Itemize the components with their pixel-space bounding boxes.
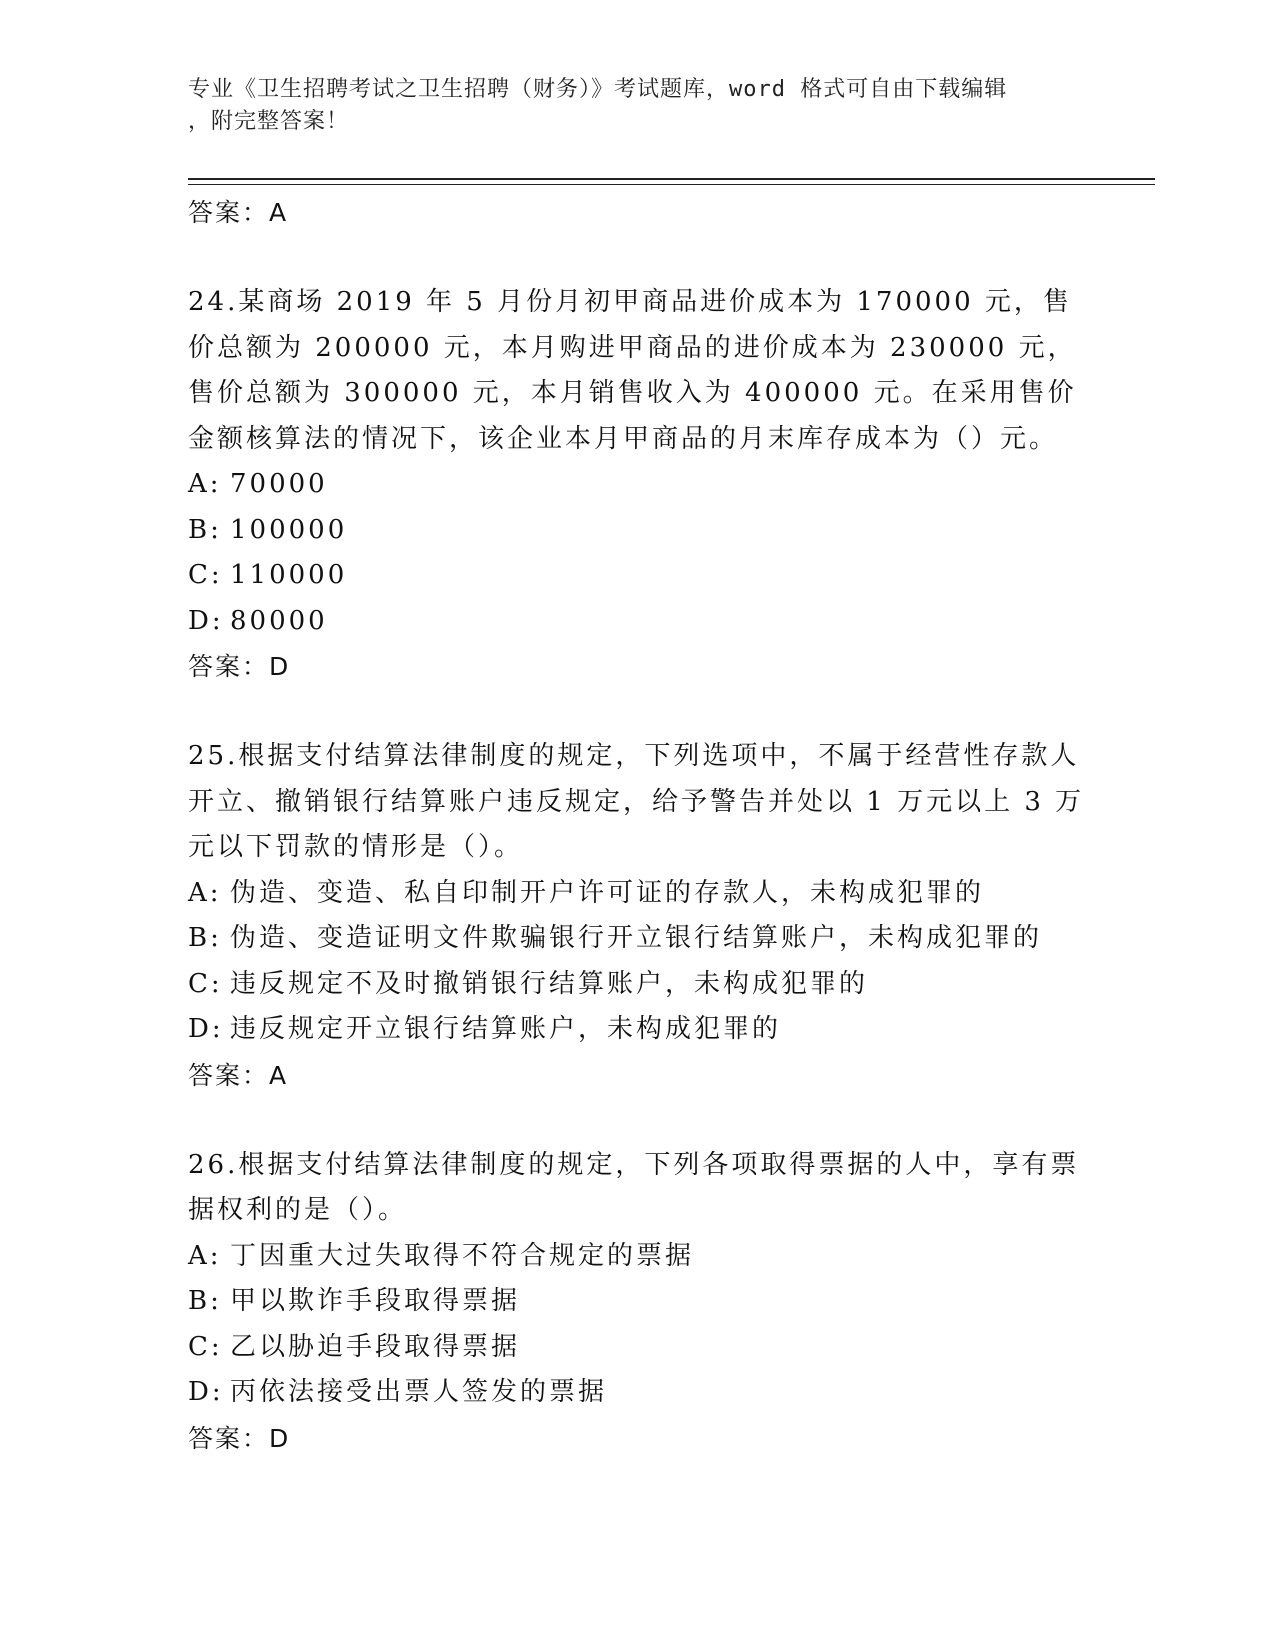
option-text: 伪造、变造证明文件欺骗银行开立银行结算账户，未构成犯罪的 xyxy=(230,923,1043,953)
option-letter: D: xyxy=(188,605,224,636)
answer-label: 答案：A xyxy=(188,198,289,227)
option-letter: B: xyxy=(188,923,222,953)
option-c xyxy=(188,553,1088,599)
option-letter: A: xyxy=(188,1240,222,1271)
option-c xyxy=(188,1325,1088,1371)
question-stem: 24.某商场 2019 年 5 月份月初甲商品进价成本为 170000 元，售价总额为 200000 元，本月购进甲商品的进价成本为 230000 元，售价总额为 300000 元，本月销售收入为 400000 元。在采用售价金额核算法的情况下，该企业本月甲商品的月末库存成本为（）元。 xyxy=(188,287,1077,454)
option-text: 丁因重大过失取得不符合规定的票据 xyxy=(230,1240,695,1271)
option-text: 丙依法接受出票人签发的票据 xyxy=(230,1377,608,1407)
header-divider xyxy=(188,178,1155,180)
answer-label: 答案：A xyxy=(188,1060,289,1090)
option-letter: D: xyxy=(188,1014,224,1044)
answer-label: 答案：D xyxy=(188,1423,291,1453)
option-letter: A: xyxy=(188,877,222,908)
option-a xyxy=(188,462,1088,508)
option-d xyxy=(188,1370,1088,1416)
option-text: 乙以胁迫手段取得票据 xyxy=(230,1331,521,1362)
option-letter: C: xyxy=(188,968,223,999)
option-text: 70000 xyxy=(230,469,328,499)
option-a xyxy=(188,1234,1088,1280)
question-24 xyxy=(188,280,1088,690)
option-letter: B: xyxy=(188,1286,222,1316)
option-b xyxy=(188,508,1088,554)
header-note: 专业《卫生招聘考试之卫生招聘（财务）》考试题库，word 格式可自由下载编辑 ，附完整答案！ xyxy=(188,77,1008,134)
answer-label: 答案：D xyxy=(188,652,291,681)
option-text: 伪造、变造、私自印制开户许可证的存款人，未构成犯罪的 xyxy=(230,877,985,908)
option-d xyxy=(188,1007,1088,1053)
option-text: 110000 xyxy=(230,560,348,590)
option-a xyxy=(188,871,1088,917)
question-26 xyxy=(188,1143,1088,1462)
option-text: 违反规定不及时撤销银行结算账户，未构成犯罪的 xyxy=(230,968,869,999)
option-letter: C: xyxy=(188,560,223,590)
option-letter: B: xyxy=(188,514,222,545)
option-b xyxy=(188,916,1088,962)
option-letter: D: xyxy=(188,1377,224,1407)
option-c xyxy=(188,962,1088,1008)
option-letter: A: xyxy=(188,469,222,499)
question-list xyxy=(188,190,1088,1462)
option-letter: C: xyxy=(188,1331,223,1362)
header-divider-thin xyxy=(188,184,1155,185)
option-text: 违反规定开立银行结算账户，未构成犯罪的 xyxy=(230,1014,782,1044)
option-text: 甲以欺诈手段取得票据 xyxy=(230,1286,521,1316)
question-stem: 26.根据支付结算法律制度的规定，下列各项取得票据的人中，享有票据权利的是（）。 xyxy=(188,1149,1080,1225)
question-25 xyxy=(188,734,1088,1099)
option-b xyxy=(188,1279,1088,1325)
option-text: 80000 xyxy=(230,605,328,636)
question-stem: 25.根据支付结算法律制度的规定，下列选项中，不属于经营性存款人开立、撤销银行结算账户违反规定，给予警告并处以 1 万元以上 3 万元以下罚款的情形是（）。 xyxy=(188,741,1085,862)
option-text: 100000 xyxy=(230,514,348,545)
option-d xyxy=(188,599,1088,645)
